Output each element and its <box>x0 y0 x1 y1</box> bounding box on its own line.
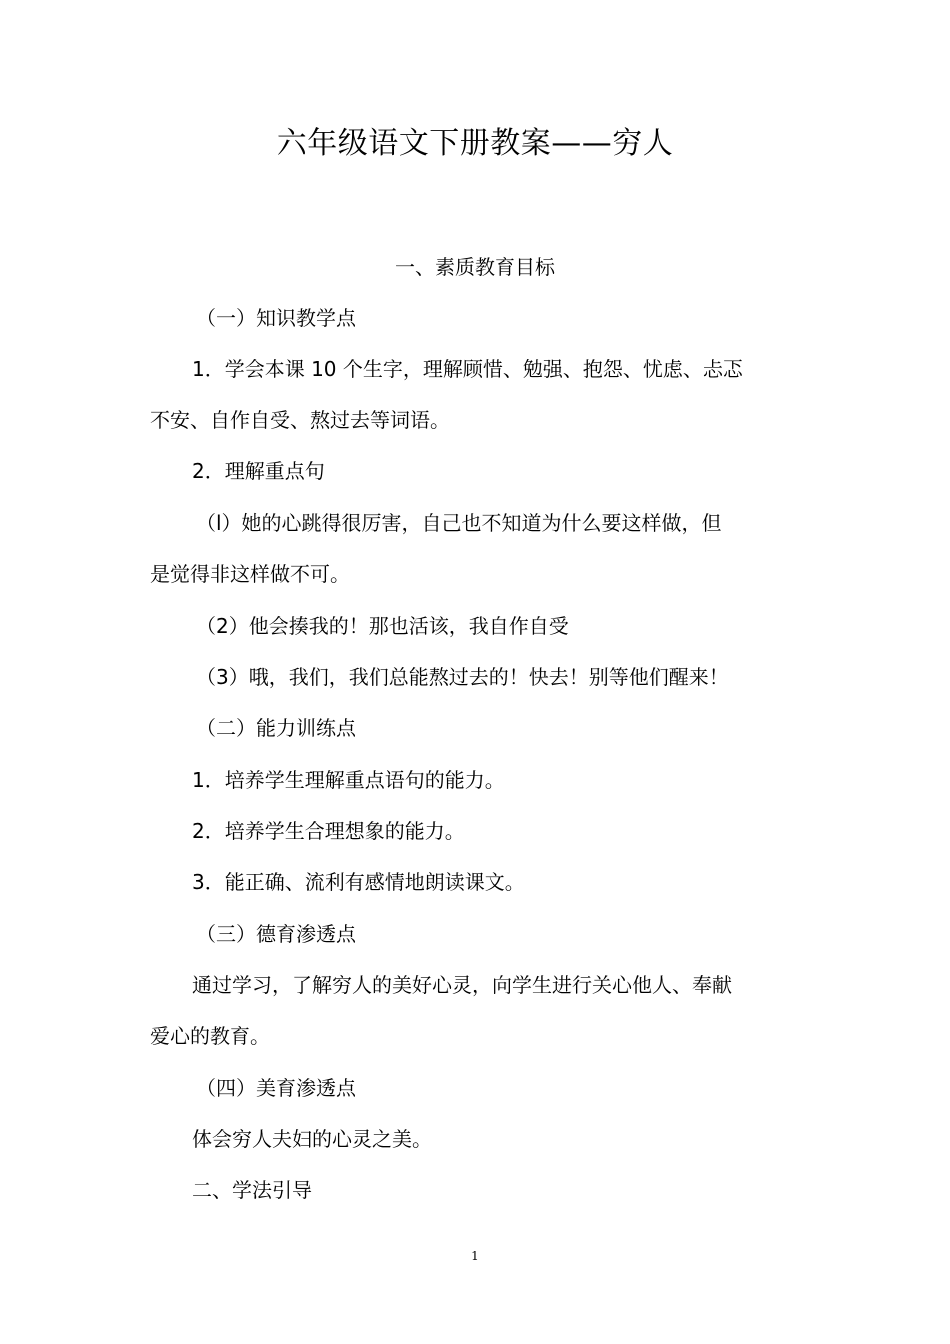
knowledge-item-2: 2．理解重点句 <box>192 459 325 483</box>
key-sentence-1-line-2: 是觉得非这样做不可。 <box>150 562 350 586</box>
ability-item-1: 1．培养学生理解重点语句的能力。 <box>192 768 505 792</box>
ability-item-3: 3．能正确、流利有感情地朗读课文。 <box>192 870 525 894</box>
knowledge-item-1-line-2: 不安、自作自受、熬过去等词语。 <box>150 408 450 432</box>
subheading-knowledge: （一）知识教学点 <box>196 306 356 330</box>
key-sentence-2: （2）他会揍我的！那也活该，我自作自受 <box>196 614 569 638</box>
subheading-ability: （二）能力训练点 <box>196 716 356 740</box>
document-title: 六年级语文下册教案——穷人 <box>276 126 674 161</box>
moral-text-line-2: 爱心的教育。 <box>150 1024 270 1048</box>
page-number: 1 <box>471 1249 479 1263</box>
knowledge-item-1-line-1: 1．学会本课 10 个生字，理解顾惜、勉强、抱怨、忧虑、忐忑 <box>192 357 743 381</box>
key-sentence-3: （3）哦，我们，我们总能熬过去的！快去！别等他们醒来！ <box>196 665 729 689</box>
section-heading-method: 二、学法引导 <box>192 1178 312 1202</box>
key-sentence-1-line-1: （l）她的心跳得很厉害，自己也不知道为什么要这样做，但 <box>196 511 722 535</box>
aesthetic-text: 体会穷人夫妇的心灵之美。 <box>192 1127 432 1151</box>
section-heading-goals: 一、素质教育目标 <box>395 255 555 279</box>
moral-text-line-1: 通过学习，了解穷人的美好心灵，向学生进行关心他人、奉献 <box>192 973 732 997</box>
subheading-moral: （三）德育渗透点 <box>196 922 356 946</box>
subheading-aesthetic: （四）美育渗透点 <box>196 1076 356 1100</box>
ability-item-2: 2．培养学生合理想象的能力。 <box>192 819 465 843</box>
